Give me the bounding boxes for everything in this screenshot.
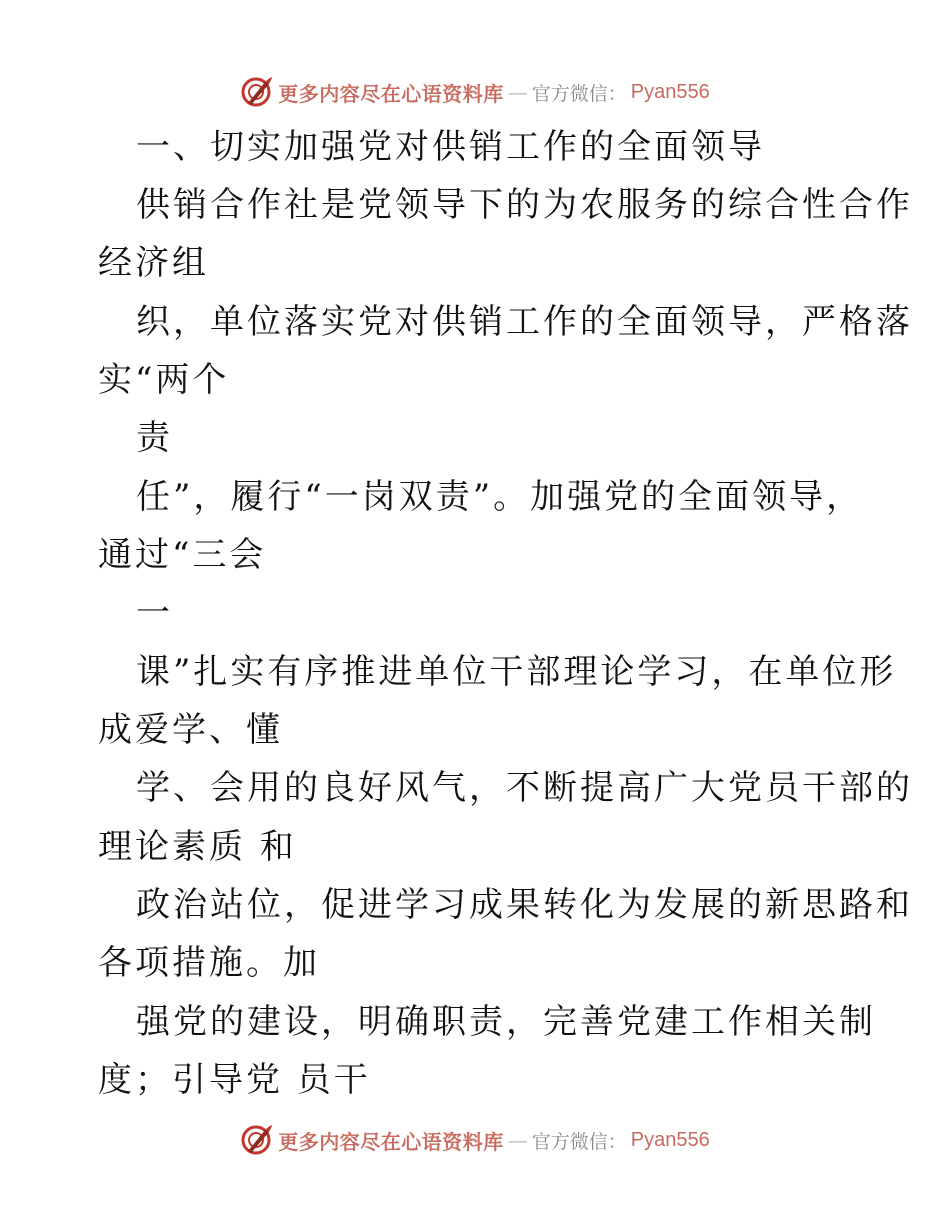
watermark-content (240, 1123, 709, 1157)
doc-line: 强党的建设，明确职责，完善党建工作相关制 (136, 1002, 876, 1042)
watermark-dash: — (507, 1128, 528, 1152)
pen-logo-icon (240, 1123, 274, 1157)
watermark-account: Pyan556 (630, 1128, 710, 1151)
doc-line: 供销合作社是党领导下的为农服务的综合性合作 (136, 185, 913, 225)
watermark-content (240, 75, 709, 109)
doc-line: 实“两个 (98, 360, 230, 400)
doc-line: 学、会用的良好风气，不断提高广大党员干部的 (136, 768, 913, 808)
doc-line: 度；引导党 员干 (98, 1060, 371, 1100)
doc-line: 成爱学、懂 (98, 710, 283, 750)
doc-line: 责 (136, 418, 173, 458)
watermark-text: 更多内容尽在心语资料库 (278, 81, 504, 106)
doc-line: 理论素质 和 (98, 827, 297, 867)
doc-line: 经济组 (98, 243, 209, 283)
doc-line: 政治站位，促进学习成果转化为发展的新思路和 (136, 885, 913, 925)
doc-line: 一 (136, 593, 173, 633)
watermark-account: Pyan556 (630, 80, 710, 103)
pen-logo-icon (240, 75, 274, 109)
watermark-banner-top (0, 72, 950, 112)
watermark-label: 官方微信： (531, 1130, 627, 1153)
doc-line: 织，单位落实党对供销工作的全面领导，严格落 (136, 302, 913, 342)
watermark-dash: — (507, 80, 528, 104)
watermark-banner-bottom (0, 1120, 950, 1160)
doc-line: 通过“三会 (98, 535, 267, 575)
doc-line: 课”扎实有序推进单位干部理论学习，在单位形 (136, 652, 897, 692)
doc-line: 一、切实加强党对供销工作的全面领导 (136, 127, 765, 167)
watermark-label: 官方微信： (531, 82, 627, 105)
watermark-text: 更多内容尽在心语资料库 (278, 1129, 504, 1154)
doc-line: 各项措施。加 (98, 943, 320, 983)
doc-line: 任”，履行“一岗双责”。加强党的全面领导， (136, 477, 864, 517)
